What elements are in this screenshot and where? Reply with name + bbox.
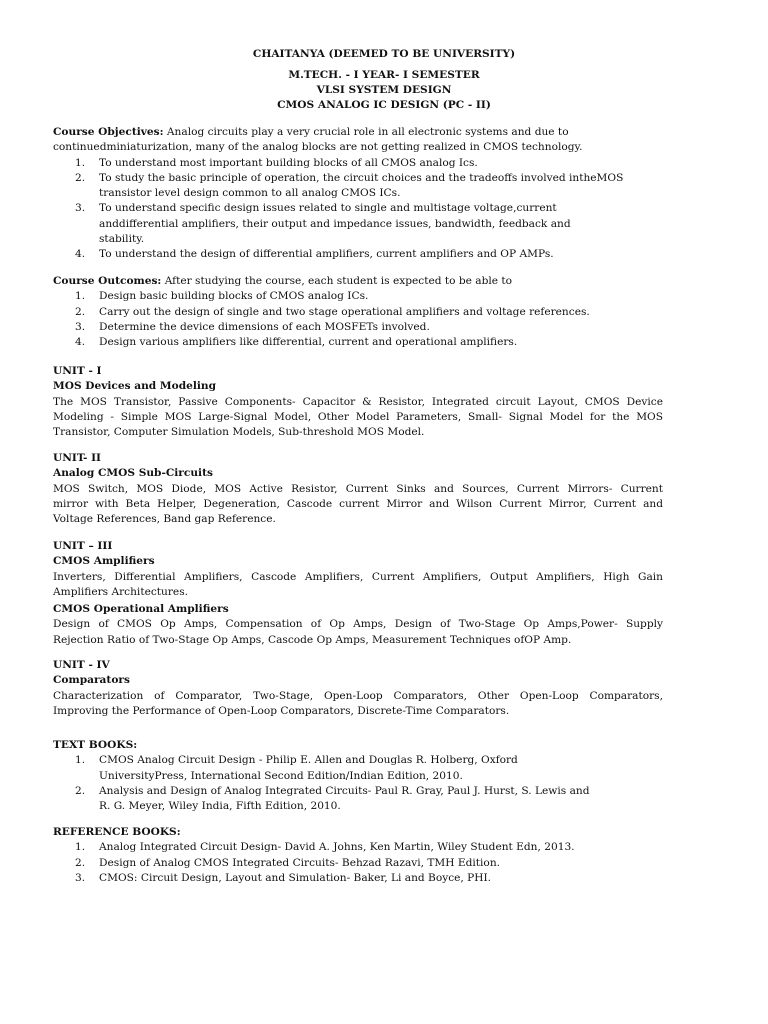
reference-books-section (53, 825, 663, 886)
unit-heading: UNIT - I (53, 365, 102, 377)
unit-body (53, 617, 663, 648)
list-item (53, 156, 663, 171)
body-line: The MOS Transistor, Passive Components- Capacitor & Resistor, Integrated circuit Layout, CMOS Device (53, 395, 663, 408)
unit-3-section (53, 539, 663, 648)
list-number: 2. (75, 171, 86, 184)
outcomes-intro (53, 274, 663, 289)
objectives-intro-line1: Analog circuits play a very crucial role in all electronic systems and due to (163, 126, 569, 138)
university-title: CHAITANYA (DEEMED TO BE UNIVERSITY) (252, 48, 516, 60)
list-item-text: To understand most important building blocks of all CMOS analog Ics. (99, 156, 478, 169)
unit-title: MOS Devices and Modeling (53, 380, 217, 393)
text-books-list (53, 753, 663, 814)
reference-books-label: REFERENCE BOOKS: (53, 826, 181, 838)
list-item (53, 840, 663, 855)
outcomes-list (53, 289, 663, 350)
program-title: M.TECH. - I YEAR- I SEMESTER (288, 69, 480, 81)
body-line: Design of CMOS Op Amps, Compensation of Op Amps, Design of Two-Stage Op Amps,Power- Supply (53, 618, 663, 631)
unit-body (53, 482, 663, 528)
list-item-text: R. G. Meyer, Wiley India, Fifth Edition, 2010. (99, 800, 341, 813)
unit-2-section (53, 451, 663, 527)
list-item (53, 320, 663, 335)
list-number: 4. (75, 336, 86, 349)
list-item (53, 856, 663, 871)
unit-heading: UNIT- II (53, 452, 102, 464)
course-outcomes (53, 274, 663, 350)
text-books-section (53, 738, 663, 814)
course-objectives (53, 125, 663, 263)
list-item-text: Carry out the design of single and two stage operational amplifiers and voltage references. (99, 305, 590, 318)
list-item-text: transistor level design common to all analog CMOS ICs. (99, 187, 401, 200)
course-title: CMOS ANALOG IC DESIGN (PC - II) (277, 99, 491, 111)
unit-title: Analog CMOS Sub-Circuits (53, 467, 213, 480)
unit-title: CMOS Amplifiers (53, 555, 155, 568)
text-books-label: TEXT BOOKS: (53, 739, 138, 751)
unit-heading: UNIT – III (53, 540, 113, 552)
outcomes-intro-text: After studying the course, each student is expected to be able to (161, 275, 513, 287)
list-number: 2. (75, 784, 86, 797)
body-line: Voltage References, Band gap Reference. (53, 513, 276, 526)
body-line: Transistor, Computer Simulation Models, Sub-threshold MOS Model. (53, 426, 425, 439)
list-item-text: To understand the design of differential amplifiers, current amplifiers and OP AMPs. (99, 248, 554, 261)
list-number: 2. (75, 305, 86, 318)
outcomes-label: Course Outcomes: (53, 275, 162, 287)
list-number: 1. (75, 290, 86, 303)
reference-books-list (53, 840, 663, 886)
list-item-text: To study the basic principle of operation, the circuit choices and the tradeoffs involved intheMOS (99, 171, 624, 184)
list-item (53, 201, 663, 247)
body-line: Improving the Performance of Open-Loop Comparators, Discrete-Time Comparators. (53, 704, 510, 717)
list-item (53, 247, 663, 262)
list-item (53, 171, 663, 202)
objectives-label: Course Objectives: (53, 126, 164, 138)
objectives-intro-line2: continuedminiaturization, many of the analog blocks are not getting realized in CMOS technology. (53, 141, 583, 154)
list-item (53, 784, 663, 815)
list-item-text: Analog Integrated Circuit Design- David A. Johns, Ken Martin, Wiley Student Edn, 2013. (99, 841, 575, 854)
body-line: Modeling - Simple MOS Large-Signal Model, Other Model Parameters, Small- Signal Model for the MOS (53, 410, 663, 423)
list-item-text: stability. (99, 233, 145, 246)
list-number: 3. (75, 320, 86, 333)
body-line: Rejection Ratio of Two-Stage Op Amps, Cascode Op Amps, Measurement Techniques ofOP Amp. (53, 633, 572, 646)
unit-4-section (53, 658, 663, 719)
list-number: 1. (75, 156, 86, 169)
unit-body (53, 395, 663, 441)
unit-subtitle: CMOS Operational Amplifiers (53, 603, 229, 616)
unit-1-section (53, 364, 663, 440)
list-item-text: To understand specific design issues related to single and multistage voltage,current (99, 202, 557, 215)
list-number: 2. (75, 856, 86, 869)
body-line: Amplifiers Architectures. (53, 585, 188, 598)
list-item (53, 305, 663, 320)
list-item (53, 289, 663, 304)
list-number: 4. (75, 248, 86, 261)
unit-title: Comparators (53, 674, 130, 687)
list-item-text: Design of Analog CMOS Integrated Circuits- Behzad Razavi, TMH Edition. (99, 856, 501, 869)
list-item-text: anddifferential amplifiers, their output and impedance issues, bandwidth, feedback and (99, 217, 571, 230)
list-item-text: Design various amplifiers like differential, current and operational amplifiers. (99, 336, 518, 349)
list-number: 1. (75, 754, 86, 767)
objectives-intro (53, 125, 663, 140)
list-item-text: CMOS: Circuit Design, Layout and Simulation- Baker, Li and Boyce, PHI. (99, 871, 492, 884)
list-item-text: Analysis and Design of Analog Integrated Circuits- Paul R. Gray, Paul J. Hurst, S. Lewis and (99, 784, 590, 797)
list-item-text: Determine the device dimensions of each MOSFETs involved. (99, 320, 430, 333)
list-number: 1. (75, 841, 86, 854)
list-number: 3. (75, 871, 86, 884)
unit-body (53, 570, 663, 601)
body-line: Inverters, Differential Amplifiers, Cascode Amplifiers, Current Amplifiers, Output Amplifiers, High Gain (53, 570, 663, 583)
specialization-title: VLSI SYSTEM DESIGN (316, 84, 452, 96)
unit-heading: UNIT - IV (53, 659, 110, 671)
list-number: 3. (75, 202, 86, 215)
list-item-text: Design basic building blocks of CMOS analog ICs. (99, 290, 369, 303)
unit-body (53, 689, 663, 720)
objectives-list (53, 156, 663, 263)
list-item (53, 753, 663, 784)
body-line: mirror with Beta Helper, Degeneration, Cascode current Mirror and Wilson Current Mirror, Current and (53, 497, 663, 510)
list-item (53, 871, 663, 886)
list-item-text: CMOS Analog Circuit Design - Philip E. Allen and Douglas R. Holberg, Oxford (99, 754, 518, 767)
list-item-text: UniversityPress, International Second Edition/Indian Edition, 2010. (99, 769, 463, 782)
list-item (53, 335, 663, 350)
body-line: Characterization of Comparator, Two-Stage, Open-Loop Comparators, Other Open-Loop Comparators, (53, 689, 663, 702)
body-line: MOS Switch, MOS Diode, MOS Active Resistor, Current Sinks and Sources, Current Mirrors- Current (53, 482, 663, 495)
